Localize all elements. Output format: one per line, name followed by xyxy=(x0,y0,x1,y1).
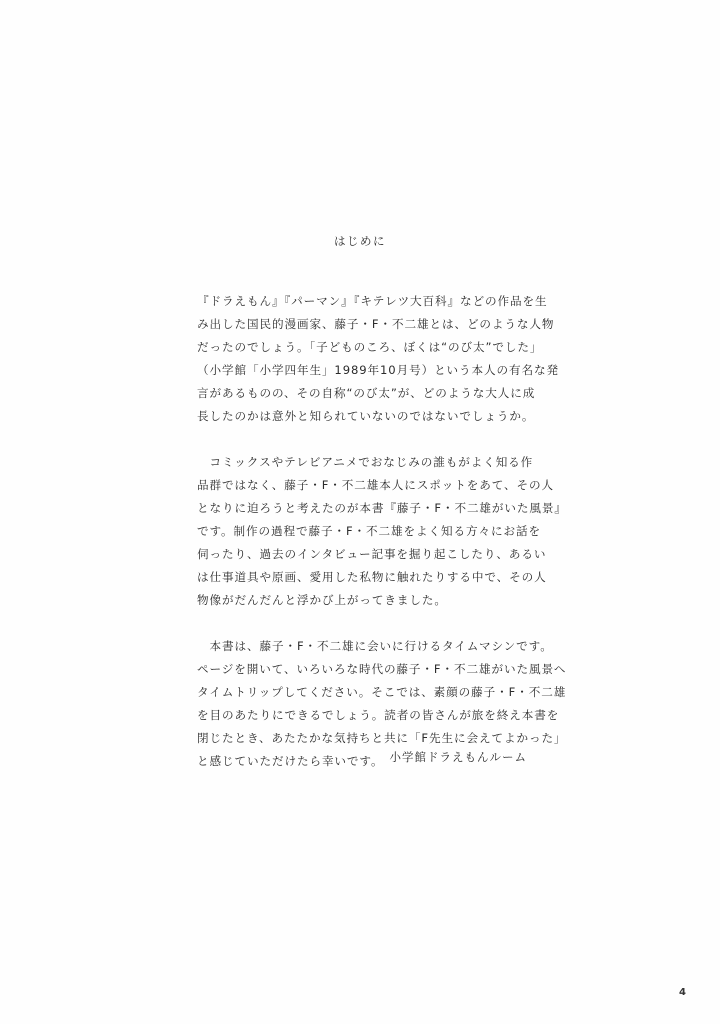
text-line: コミックスやテレビアニメでおなじみの誰もがよく知る作 xyxy=(197,455,534,469)
text-line: 物像がだんだんと浮かび上がってきました。 xyxy=(197,593,447,607)
author-signature: 小学館ドラえもんルーム xyxy=(389,750,527,764)
text-line: 閉じたとき、あたたかな気持ちと共に「F先生に会えてよかった」 xyxy=(197,731,567,745)
text-line: ページを開いて、いろいろな時代の藤子・F・不二雄がいた風景へ xyxy=(197,662,567,676)
text-line: 伺ったり、過去のインタビュー記事を掘り起こしたり、あるい xyxy=(197,547,547,561)
text-line: タイムトリップしてください。そこでは、素顔の藤子・F・不二雄 xyxy=(197,685,567,699)
text-line: 言があるものの、その自称“のび太”が、どのような大人に成 xyxy=(197,386,536,400)
text-line: は仕事道具や原画、愛用した私物に触れたりする中で、その人 xyxy=(197,570,547,584)
text-line: み出した国民的漫画家、藤子・F・不二雄とは、どのような人物 xyxy=(197,317,555,331)
paragraph-1 xyxy=(197,290,560,428)
text-line: を目のあたりにできるでしょう。読者の皆さんが旅を終え本書を xyxy=(197,708,560,722)
text-line: だったのでしょう。「子どものころ、ぼくは“のび太”でした」 xyxy=(197,340,543,354)
body-text xyxy=(197,290,567,773)
text-line: （小学館「小学四年生」1989年10月号）という本人の有名な発 xyxy=(197,363,560,377)
paragraph-gap xyxy=(197,612,529,635)
text-line: となりに迫ろうと考えたのが本書『藤子・F・不二雄がいた風景』 xyxy=(197,501,567,515)
text-line: 品群ではなく、藤子・F・不二雄本人にスポットをあて、その人 xyxy=(197,478,554,492)
page-title: はじめに xyxy=(334,234,386,248)
text-line: 長したのかは意外と知られていないのではないでしょうか。 xyxy=(197,409,535,423)
text-line: と感じていただけたら幸いです。 xyxy=(197,754,384,768)
text-line: 『ドラえもん』『パーマン』『キテレツ大百科』などの作品を生 xyxy=(197,294,548,308)
page-number: 4 xyxy=(679,987,686,998)
text-line: 本書は、藤子・F・不二雄に会いに行けるタイムマシンです。 xyxy=(197,639,553,653)
text-line: です。制作の過程で藤子・F・不二雄をよく知る方々にお話を xyxy=(197,524,541,538)
paragraph-2 xyxy=(197,451,567,612)
paragraph-gap xyxy=(197,428,529,451)
